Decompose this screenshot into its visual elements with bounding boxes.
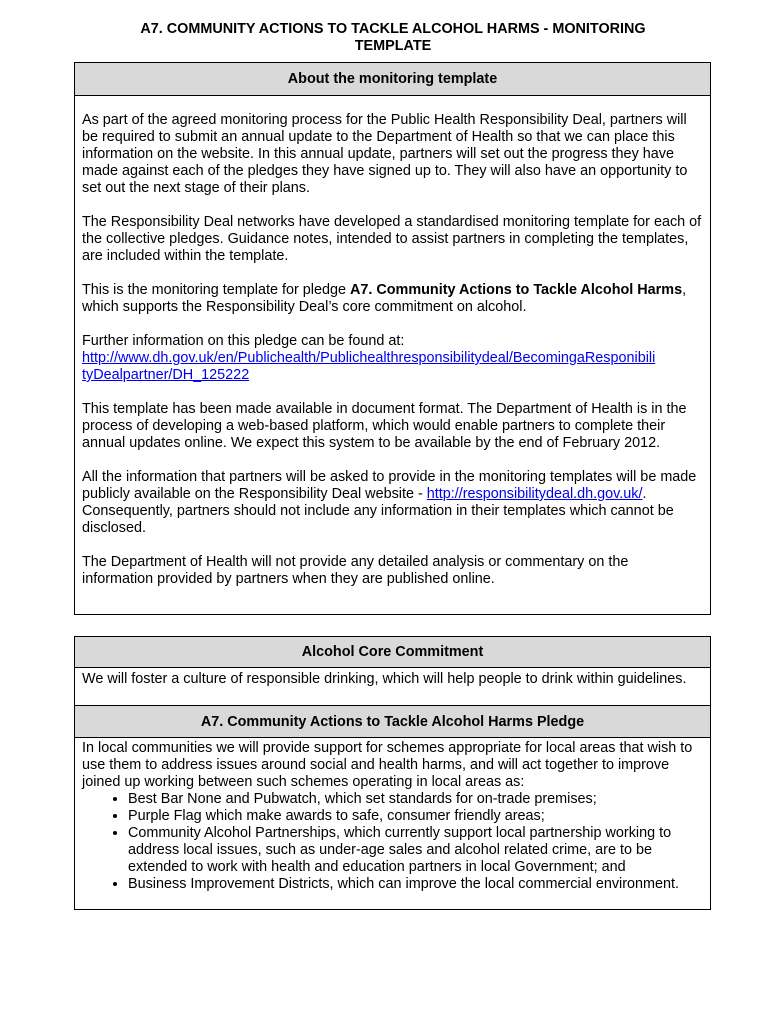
pledge-info-link-line2: tyDealpartner/DH_125222 <box>82 367 250 383</box>
about-body <box>75 96 710 588</box>
pledge-support-text: , which supports the Responsibility Deal’s core commitment on alcohol. <box>82 282 687 315</box>
pledge-bullet-list <box>82 791 703 893</box>
pledge-bullet-item: • Business Improvement Districts, which can improve the local commercial environment. <box>128 876 703 893</box>
pledge-name-bold: A7. Community Actions to Tackle Alcohol Harms <box>349 282 683 298</box>
further-info-text: Further information on this pledge can be found at: <box>82 333 405 349</box>
pledge-intro-text: This is the monitoring template for pledge <box>82 282 350 298</box>
about-section <box>74 62 711 615</box>
about-paragraph-1: As part of the agreed monitoring process for the Public Health Responsibility Deal, partners will be required to submit an annual update to the Department of Health so that we can place this information on the website. In this annual update, partners will set out the progress they have made against each of the pledges they have signed up to. They will also have an opportunity to set out the next stage of their plans. <box>82 112 688 196</box>
document-title <box>74 21 712 55</box>
pledge-heading: A7. Community Actions to Tackle Alcohol Harms Pledge <box>75 706 710 738</box>
about-paragraph-5: This template has been made available in document format. The Department of Health is in the process of developing a web-based platform, which would enable partners to complete their annual updates online. We expect this system to be available by the end of February 2012. <box>82 401 687 451</box>
about-paragraph-4 <box>82 333 703 384</box>
document-title-line2: TEMPLATE <box>354 38 432 54</box>
about-paragraph-6 <box>82 469 703 537</box>
core-commitment-text: We will foster a culture of responsible drinking, which will help people to drink within guidelines. <box>75 668 710 706</box>
about-paragraph-7: The Department of Health will not provide any detailed analysis or commentary on the information provided by partners when they are published online. <box>82 554 629 587</box>
about-heading: About the monitoring template <box>75 63 710 96</box>
pledge-body <box>75 738 710 893</box>
disclosure-text: . Consequently, partners should not include any information in their templates which cannot be disclosed. <box>82 486 674 536</box>
pledge-intro: In local communities we will provide support for schemes appropriate for local areas that wish to use them to address issues around social and health harms, and will act together to improve joined up working between such schemes operating in local areas as: <box>82 740 693 790</box>
document-title-line1: A7. COMMUNITY ACTIONS TO TACKLE ALCOHOL HARMS - MONITORING <box>140 21 646 37</box>
pledge-bullet-item: • Best Bar None and Pubwatch, which set standards for on-trade premises; <box>128 791 703 808</box>
commitment-section <box>74 636 711 910</box>
about-paragraph-3 <box>82 282 703 316</box>
about-paragraph-2: The Responsibility Deal networks have developed a standardised monitoring template for each of the collective pledges. Guidance notes, intended to assist partners in completing the templates, are included within the template. <box>82 214 702 264</box>
responsibility-deal-link[interactable]: http://responsibilitydeal.dh.gov.uk/ <box>426 486 643 502</box>
core-commitment-heading: Alcohol Core Commitment <box>75 637 710 668</box>
pledge-info-link-line1: http://www.dh.gov.uk/en/Publichealth/Publichealthresponsibilitydeal/BecomingaResponibili <box>82 350 656 366</box>
public-info-text: All the information that partners will be asked to provide in the monitoring templates will be made publicly available on the Responsibility Deal website - <box>82 469 697 502</box>
pledge-bullet-item: • Purple Flag which make awards to safe, consumer friendly areas; <box>128 808 703 825</box>
pledge-info-link[interactable] <box>82 350 655 383</box>
pledge-bullet-item: • Community Alcohol Partnerships, which currently support local partnership working to address local issues, such as under-age sales and alcohol related crime, are to be extended to work with health and education partners in local Government; and <box>128 825 703 876</box>
